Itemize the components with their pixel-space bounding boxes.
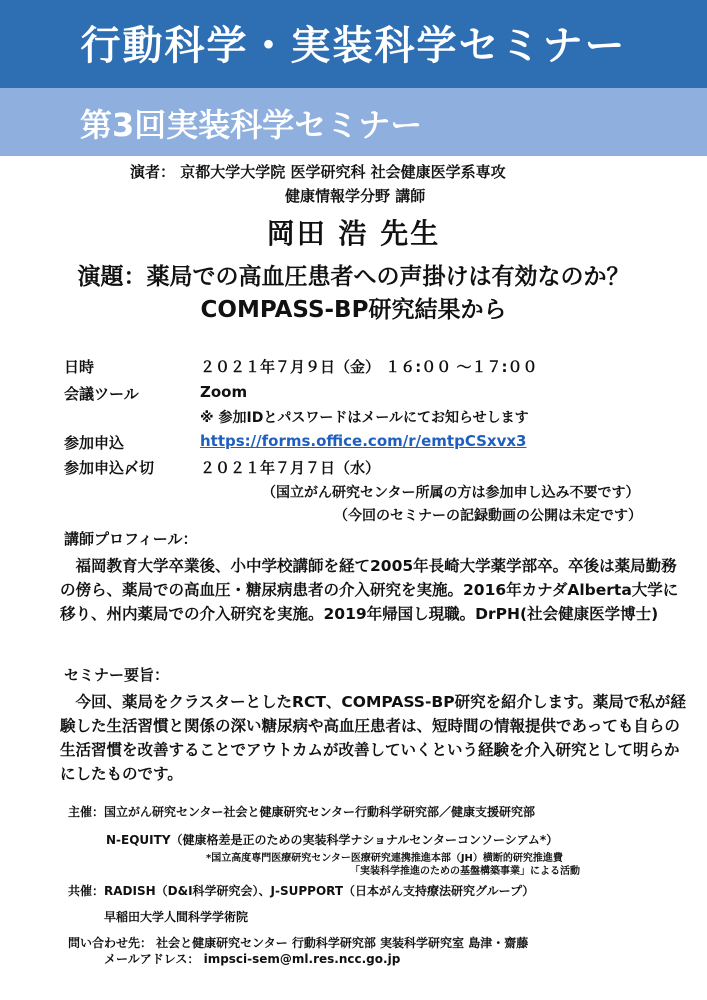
datetime-label: 日時 [64, 358, 95, 376]
seminar-subtitle: 第3回実装科学セミナー [80, 106, 423, 144]
registration-note: （国立がん研究センター所属の方は参加申し込み不要です） [262, 485, 640, 501]
tool-value: Zoom [200, 383, 248, 401]
datetime-value: ２０２１年７月９日（金） １６:００ ～１７:００ [200, 358, 538, 376]
contact-email: メールアドレス： impsci-sem@ml.res.ncc.go.jp [104, 952, 401, 966]
talk-subtitle: COMPASS-BP研究結果から [200, 297, 507, 323]
profile-text: 福岡教育大学卒業後、小中学校講師を経て2005年長崎大学薬学部卒。卒後は薬局勤務の傍ら、薬局での高血圧・糖尿病患者の介入研究を実施。2016年カナダAlberta大学に移り、州内薬局での介入研究を実施。2019年帰国し現職。DrPH(社会健康医学博士) [60, 557, 679, 623]
speaker-name: 岡田 浩 先生 [266, 217, 441, 250]
talk-title: 演題：薬局での高血圧患者への声掛けは有効なのか？ [77, 264, 630, 290]
organizer-note-1: *国立高度専門医療研究センター医療研究連携推進本部（JH）横断的研究推進費 [206, 853, 563, 864]
summary-heading: セミナー要旨： [64, 666, 170, 684]
cosponsor-line-2: 早稲田大学人間科学学術院 [104, 910, 249, 924]
apply-link[interactable]: https://forms.office.com/r/emtpCSxvx3 [200, 432, 527, 450]
contact-line: 問い合わせ先： 社会と健康研究センター 行動科学研究部 実装科学研究室 島津・齋藤 [68, 936, 529, 950]
organizer-line: 主催：国立がん研究センター社会と健康研究センター行動科学研究部／健康支援研究部 [68, 805, 536, 819]
speaker-position: 健康情報学分野 講師 [285, 187, 426, 205]
tool-label: 会議ツール [64, 385, 139, 403]
seminar-series-title: 行動科学・実装科学セミナー [80, 23, 627, 69]
summary-text: 今回、薬局をクラスターとしたRCT、COMPASS-BP研究を紹介します。薬局で私が経験した生活習慣と関係の深い糖尿病や高血圧患者は、短時間の情報提供であっても自らの生活習慣を改善することでアウトカムが改善していくという経験を介入研究として明らかにしたものです。 [60, 693, 686, 783]
tool-note: ※ 参加IDとパスワードはメールにてお知らせします [200, 410, 529, 426]
speaker-affiliation: 演者： 京都大学大学院 医学研究科 社会健康医学系専攻 [130, 163, 506, 181]
organizer-note-2: 「実装科学推進のための基盤構築事業」による活動 [350, 866, 580, 877]
deadline-value: ２０２１年７月７日（水） [200, 459, 381, 477]
profile-heading: 講師プロフィール： [64, 530, 198, 548]
cosponsor-line: 共催：RADISH（D&I科学研究会）、J-SUPPORT（日本がん支持療法研究グループ） [68, 884, 535, 898]
recording-note: （今回のセミナーの記録動画の公開は未定です） [334, 508, 642, 524]
deadline-label: 参加申込〆切 [64, 459, 155, 477]
apply-label: 参加申込 [64, 434, 125, 452]
organizer-consortium: N-EQUITY（健康格差是正のための実装科学ナショナルセンターコンソーシアム*） [106, 833, 559, 847]
